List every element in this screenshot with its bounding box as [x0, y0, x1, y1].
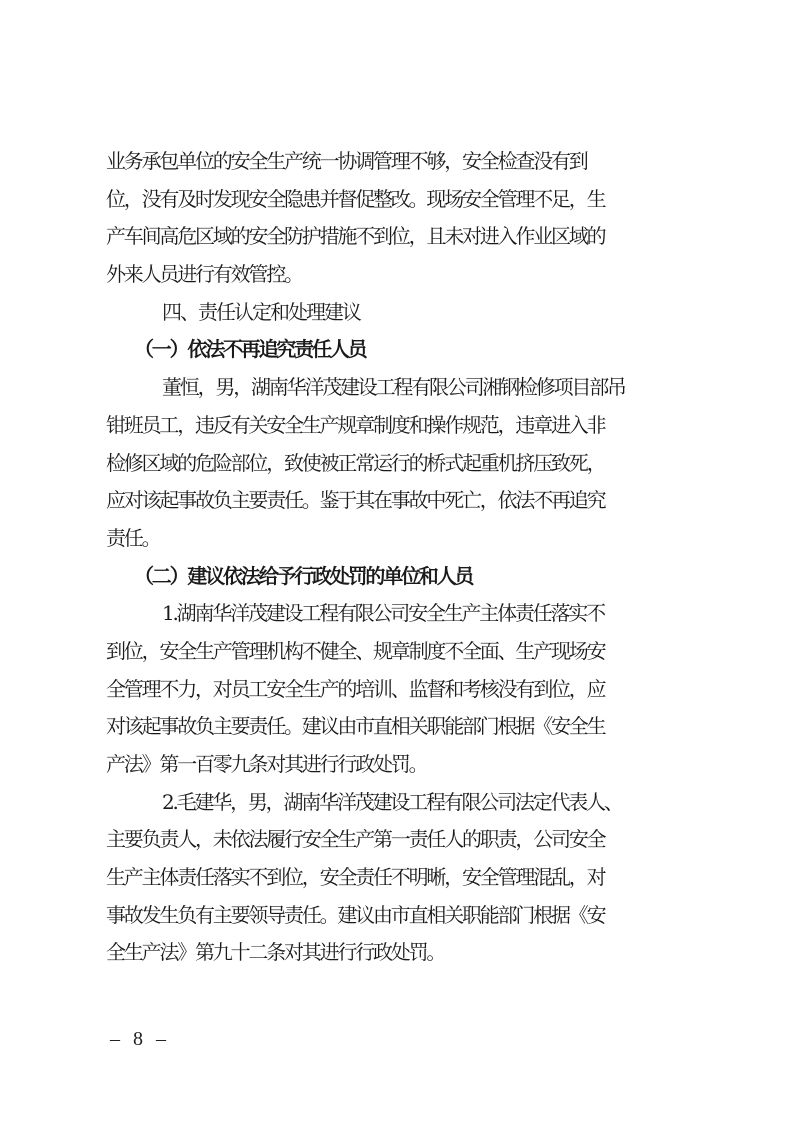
text-line: 事故发生负有主要领导责任。建议由市直相关职能部门根据《安	[106, 902, 605, 927]
text-line: 产车间高危区域的安全防护措施不到位，且未对进入作业区域的	[106, 224, 605, 249]
text-line: 外来人员进行有效管控。	[106, 262, 302, 287]
text-line: 主要负责人，未依法履行安全生产第一责任人的职责，公司安全	[106, 827, 605, 852]
text-line: 责任。	[106, 525, 160, 550]
text-line: 董恒，男，湖南华洋茂建设工程有限公司湘钢检修项目部吊	[162, 375, 625, 400]
text-line: 全生产法》第九十二条对其进行行政处罚。	[106, 940, 445, 965]
section-heading: 四、责任认定和处理建议	[162, 299, 360, 324]
text-line: 检修区域的危险部位，致使被正常运行的桥式起重机挤压致死，	[106, 450, 605, 475]
text-line: 全管理不力，对员工安全生产的培训、监督和考核没有到位，应	[106, 676, 605, 701]
text-line: 业务承包单位的安全生产统一协调管理不够，安全检查没有到	[106, 149, 587, 173]
text-line: 到位，安全生产管理机构不健全、规章制度不全面、生产现场安	[106, 638, 605, 663]
subsection-2-title: （二）建议依法给予行政处罚的单位和人员	[134, 563, 473, 588]
document-body	[106, 143, 696, 972]
text-line: 位，没有及时发现安全隐患并督促整改。现场安全管理不足，生	[106, 186, 605, 211]
subsection-1-title: （一）依法不再追究责任人员	[134, 337, 366, 362]
text-line: 生产主体责任落实不到位，安全责任不明晰，安全管理混乱，对	[106, 865, 605, 890]
subsection-1-paragraph	[106, 369, 696, 557]
text-line: 钳班员工，违反有关安全生产规章制度和操作规范，违章进入非	[106, 412, 605, 437]
text-line: 产法》第一百零九条对其进行行政处罚。	[106, 752, 427, 776]
subsection-2-item-1	[106, 595, 696, 783]
text-line: 2.毛建华，男，湖南华洋茂建设工程有限公司法定代表人、	[162, 789, 622, 814]
text-line: 1.湖南华洋茂建设工程有限公司安全生产主体责任落实不	[162, 601, 604, 626]
text-line: 对该起事故负主要责任。建议由市直相关职能部门根据《安全生	[106, 714, 605, 739]
text-line: 应对该起事故负主要责任。鉴于其在事故中死亡，依法不再追究	[106, 488, 605, 513]
paragraph-1	[106, 143, 696, 294]
subsection-2-item-2	[106, 784, 696, 972]
page-number: – 8 –	[110, 1028, 170, 1050]
